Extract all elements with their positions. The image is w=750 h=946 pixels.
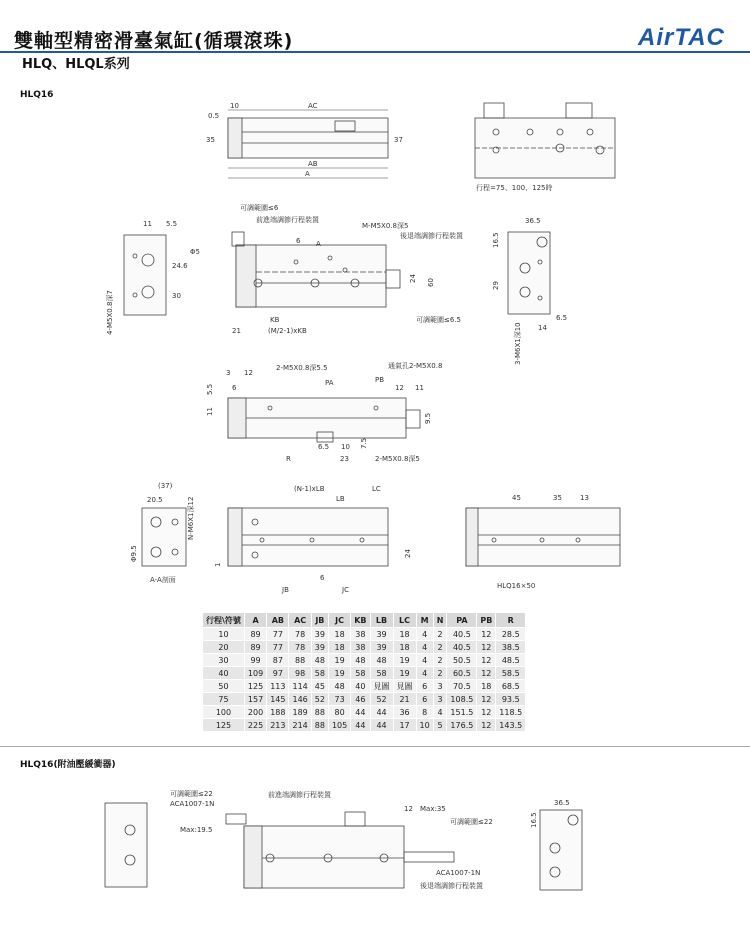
note-label: 可調範圍≤6 [240, 204, 279, 212]
table-row [203, 628, 526, 641]
dim-label: 3 [226, 369, 231, 377]
table-cell: 98 [289, 667, 311, 680]
table-cell: 58 [311, 667, 328, 680]
table-cell: 77 [267, 641, 289, 654]
spec-table [202, 612, 526, 732]
dim-label: 11 [206, 407, 214, 416]
table-cell: 80 [328, 706, 350, 719]
dim-label: Max:35 [420, 805, 446, 813]
part-label: ACA1007-1N [436, 869, 481, 877]
section-caption: A-A剖面 [150, 576, 176, 584]
table-cell: 58.5 [496, 667, 526, 680]
table-header-cell: JC [328, 613, 350, 628]
table-cell: 4 [433, 706, 447, 719]
dim-label: Max:19.5 [180, 826, 213, 834]
table-cell: 125 [203, 719, 245, 732]
table-cell: 78 [289, 641, 311, 654]
table-cell: 12 [477, 667, 496, 680]
table-header-cell: A [244, 613, 266, 628]
table-cell: 48 [311, 654, 328, 667]
dim-label: KB [270, 316, 280, 324]
table-cell: 38.5 [496, 641, 526, 654]
dim-label: 35 [206, 136, 215, 144]
dim-label: PB [375, 376, 385, 384]
table-cell: 10 [203, 628, 245, 641]
table-header-cell: PA [447, 613, 477, 628]
table-cell: 40 [203, 667, 245, 680]
table-cell: 88 [311, 706, 328, 719]
dim-label: JC [342, 586, 349, 594]
table-cell: 3 [433, 680, 447, 693]
dim-label: 36.5 [554, 799, 570, 807]
dim-label: 12 [395, 384, 404, 392]
dim-label: 30 [172, 292, 181, 300]
table-cell: 88 [289, 654, 311, 667]
table-cell: 4 [416, 654, 433, 667]
table-row [203, 719, 526, 732]
table-cell: 50.5 [447, 654, 477, 667]
note-label: 後退端調節行程裝置 [420, 882, 483, 890]
table-cell: 52 [370, 693, 393, 706]
table-cell: 4 [416, 628, 433, 641]
table-cell: 99 [244, 654, 266, 667]
dim-label: 16.5 [492, 232, 500, 248]
dim-label: 29 [492, 281, 500, 290]
table-cell: 19 [328, 667, 350, 680]
brand-logo: AirTAC [638, 24, 725, 51]
table-cell: 40.5 [447, 628, 477, 641]
table-cell: 2 [433, 667, 447, 680]
table-cell: 109 [244, 667, 266, 680]
dim-label: 21 [232, 327, 241, 335]
table-cell: 58 [370, 667, 393, 680]
table-cell: 48 [328, 680, 350, 693]
table-cell: 213 [267, 719, 289, 732]
table-row [203, 680, 526, 693]
table-cell: 50 [203, 680, 245, 693]
table-cell: 18 [328, 641, 350, 654]
dim-label: 10 [341, 443, 350, 451]
part-label: ACA1007-1N [170, 800, 215, 808]
dim-label: 5.5 [166, 220, 178, 228]
dim-label: 16.5 [530, 812, 538, 828]
table-cell: 87 [267, 654, 289, 667]
table-header-cell: LB [370, 613, 393, 628]
table-row [203, 706, 526, 719]
dim-label: 20.5 [147, 496, 163, 504]
table-cell: 2 [433, 654, 447, 667]
dim-label: 4-M5X0.8深7 [106, 290, 114, 335]
table-cell: 200 [244, 706, 266, 719]
table-cell: 2 [433, 641, 447, 654]
table-cell: 58 [351, 667, 370, 680]
table-header-cell: N [433, 613, 447, 628]
dim-label: 0.5 [208, 112, 220, 120]
dim-label: 3-M6X1深10 [514, 322, 522, 365]
table-cell: 28.5 [496, 628, 526, 641]
table-cell: 12 [477, 706, 496, 719]
dim-label: JB [282, 586, 289, 594]
table-cell: 75 [203, 693, 245, 706]
dim-label: 13 [580, 494, 589, 502]
table-cell: 176.5 [447, 719, 477, 732]
table-row [203, 667, 526, 680]
table-cell: 12 [477, 693, 496, 706]
table-cell: 52 [311, 693, 328, 706]
table-cell: 40.5 [447, 641, 477, 654]
dim-label: 5.5 [206, 383, 214, 395]
table-header-cell: JB [311, 613, 328, 628]
table-cell: 4 [416, 641, 433, 654]
table-cell: 225 [244, 719, 266, 732]
dim-label: 12 [244, 369, 253, 377]
view-buffer-left-end [105, 803, 147, 887]
dim-label: (N-1)xLB [294, 485, 325, 493]
dim-label: AC [308, 102, 318, 110]
table-cell: 73 [328, 693, 350, 706]
table-cell: 44 [370, 706, 393, 719]
dim-label: 23 [340, 455, 349, 463]
table-cell: 38 [351, 628, 370, 641]
table-cell: 20 [203, 641, 245, 654]
table-cell: 48 [351, 654, 370, 667]
table-header-cell: M [416, 613, 433, 628]
dim-label: Φ9.5 [130, 545, 138, 562]
dim-label: 10 [230, 102, 239, 110]
table-cell: 125 [244, 680, 266, 693]
table-cell: 44 [351, 719, 370, 732]
view-caption: HLQ16×50 [497, 582, 536, 590]
table-cell: 151.5 [447, 706, 477, 719]
dim-label: 36.5 [525, 217, 541, 225]
table-cell: 18 [328, 628, 350, 641]
dim-label: 9.5 [424, 412, 432, 424]
table-cell: 12 [477, 654, 496, 667]
view-side-elevation [228, 398, 420, 442]
table-cell: 93.5 [496, 693, 526, 706]
section-label-hlq16: HLQ16 [20, 90, 54, 100]
dim-label: 6 [320, 574, 325, 582]
table-cell: 18 [393, 641, 416, 654]
table-body [203, 628, 526, 732]
table-cell: 2 [433, 628, 447, 641]
table-cell: 46 [351, 693, 370, 706]
dim-label: 37 [394, 136, 403, 144]
table-cell: 3 [433, 693, 447, 706]
note-label: 行程=75、100、125時 [476, 184, 553, 192]
dim-label: Φ5 [190, 248, 200, 256]
table-cell: 48.5 [496, 654, 526, 667]
view-right-end [508, 232, 550, 314]
table-cell: 146 [289, 693, 311, 706]
view-bottom [228, 508, 388, 566]
table-cell: 68.5 [496, 680, 526, 693]
table-cell: 19 [393, 654, 416, 667]
table-cell: 17 [393, 719, 416, 732]
dim-label: 24 [404, 549, 412, 558]
dim-label: 6.5 [556, 314, 568, 322]
dim-label: 12 [404, 805, 413, 813]
table-cell: 89 [244, 641, 266, 654]
table-cell: 19 [328, 654, 350, 667]
dim-label: 24.6 [172, 262, 188, 270]
page-title: 雙軸型精密滑臺氣缸(循環滾珠) [14, 30, 294, 52]
table-cell: 108.5 [447, 693, 477, 706]
table-cell: 18 [393, 628, 416, 641]
table-cell: 10 [416, 719, 433, 732]
table-cell: 38 [351, 641, 370, 654]
table-cell: 見圖 [393, 680, 416, 693]
dim-label: A [316, 240, 321, 248]
dim-label: R [286, 455, 291, 463]
table-cell: 44 [351, 706, 370, 719]
dim-label: PA [325, 379, 334, 387]
note-label: 後退端調節行程裝置 [400, 232, 463, 240]
table-cell: 見圖 [370, 680, 393, 693]
table-header-row [203, 613, 526, 628]
table-cell: 5 [433, 719, 447, 732]
note-label: 通氣孔2-M5X0.8 [388, 362, 443, 370]
table-cell: 39 [370, 641, 393, 654]
dim-label: 60 [427, 278, 435, 287]
dim-label: 6 [232, 384, 237, 392]
table-cell: 214 [289, 719, 311, 732]
table-cell: 30 [203, 654, 245, 667]
table-cell: 39 [311, 628, 328, 641]
table-cell: 157 [244, 693, 266, 706]
dim-label: N-M6X1深12 [187, 496, 195, 540]
table-cell: 39 [311, 641, 328, 654]
table-cell: 40 [351, 680, 370, 693]
table-cell: 145 [267, 693, 289, 706]
table-cell: 100 [203, 706, 245, 719]
dim-label: 7.5 [360, 437, 368, 449]
view-section-aa [142, 508, 186, 566]
table-cell: 189 [289, 706, 311, 719]
dim-label: AB [308, 160, 318, 168]
table-header-cell: 行程\符號 [203, 613, 245, 628]
table-header-cell: PB [477, 613, 496, 628]
table-header-cell: AC [289, 613, 311, 628]
table-cell: 12 [477, 641, 496, 654]
view-left-end [124, 235, 166, 315]
view-plan-top-right [475, 103, 615, 178]
note-label: 可調範圍≤22 [170, 790, 213, 798]
table-row [203, 654, 526, 667]
dim-label: (37) [158, 482, 173, 490]
table-header-cell: R [496, 613, 526, 628]
table-cell: 6 [416, 680, 433, 693]
table-row [203, 641, 526, 654]
table-header-cell: LC [393, 613, 416, 628]
table-cell: 21 [393, 693, 416, 706]
dim-label: 14 [538, 324, 547, 332]
note-label: M-M5X0.8深5 [362, 222, 409, 230]
dim-label: 35 [553, 494, 562, 502]
dim-label: LC [372, 485, 381, 493]
dim-label: LB [336, 495, 345, 503]
table-cell: 70.5 [447, 680, 477, 693]
table-cell: 89 [244, 628, 266, 641]
view-buffer-right-end [540, 810, 582, 890]
note-label: 2-M5X0.8深5.5 [276, 364, 328, 372]
note-label: 2-M5X0.8深5 [375, 455, 420, 463]
view-buffer-plan [226, 812, 454, 888]
table-cell: 113 [267, 680, 289, 693]
dim-label: 6.5 [318, 443, 330, 451]
note-label: 前進端調節行程裝置 [268, 791, 331, 799]
table-cell: 36 [393, 706, 416, 719]
table-cell: 78 [289, 628, 311, 641]
dim-label: (M/2-1)xKB [268, 327, 307, 335]
table-cell: 60.5 [447, 667, 477, 680]
table-cell: 6 [416, 693, 433, 706]
table-cell: 4 [416, 667, 433, 680]
series-subtitle: HLQ、HLQL系列 [22, 57, 130, 72]
table-cell: 12 [477, 628, 496, 641]
table-cell: 77 [267, 628, 289, 641]
table-cell: 39 [370, 628, 393, 641]
dim-label: 6 [296, 237, 301, 245]
table-cell: 8 [416, 706, 433, 719]
section-label-hlq16-buffer: HLQ16(附油壓緩衝器) [20, 760, 116, 770]
table-cell: 118.5 [496, 706, 526, 719]
note-label: 可調範圍≤6.5 [416, 316, 461, 324]
table-header-cell: KB [351, 613, 370, 628]
dim-label: A [305, 170, 310, 178]
table-cell: 114 [289, 680, 311, 693]
table-cell: 188 [267, 706, 289, 719]
table-cell: 19 [393, 667, 416, 680]
dim-label: 45 [512, 494, 521, 502]
table-cell: 48 [370, 654, 393, 667]
table-cell: 143.5 [496, 719, 526, 732]
table-cell: 18 [477, 680, 496, 693]
note-label: 前進端調節行程裝置 [256, 216, 319, 224]
table-cell: 45 [311, 680, 328, 693]
dim-label: 1 [214, 562, 222, 567]
dim-label: 11 [415, 384, 424, 392]
dim-label: 24 [409, 274, 417, 283]
table-cell: 105 [328, 719, 350, 732]
table-cell: 88 [311, 719, 328, 732]
table-cell: 12 [477, 719, 496, 732]
view-hlq16x50 [466, 508, 620, 566]
table-row [203, 693, 526, 706]
table-header-cell: AB [267, 613, 289, 628]
table-cell: 44 [370, 719, 393, 732]
table-cell: 97 [267, 667, 289, 680]
dim-label: 11 [143, 220, 152, 228]
note-label: 可調範圍≤22 [450, 818, 493, 826]
